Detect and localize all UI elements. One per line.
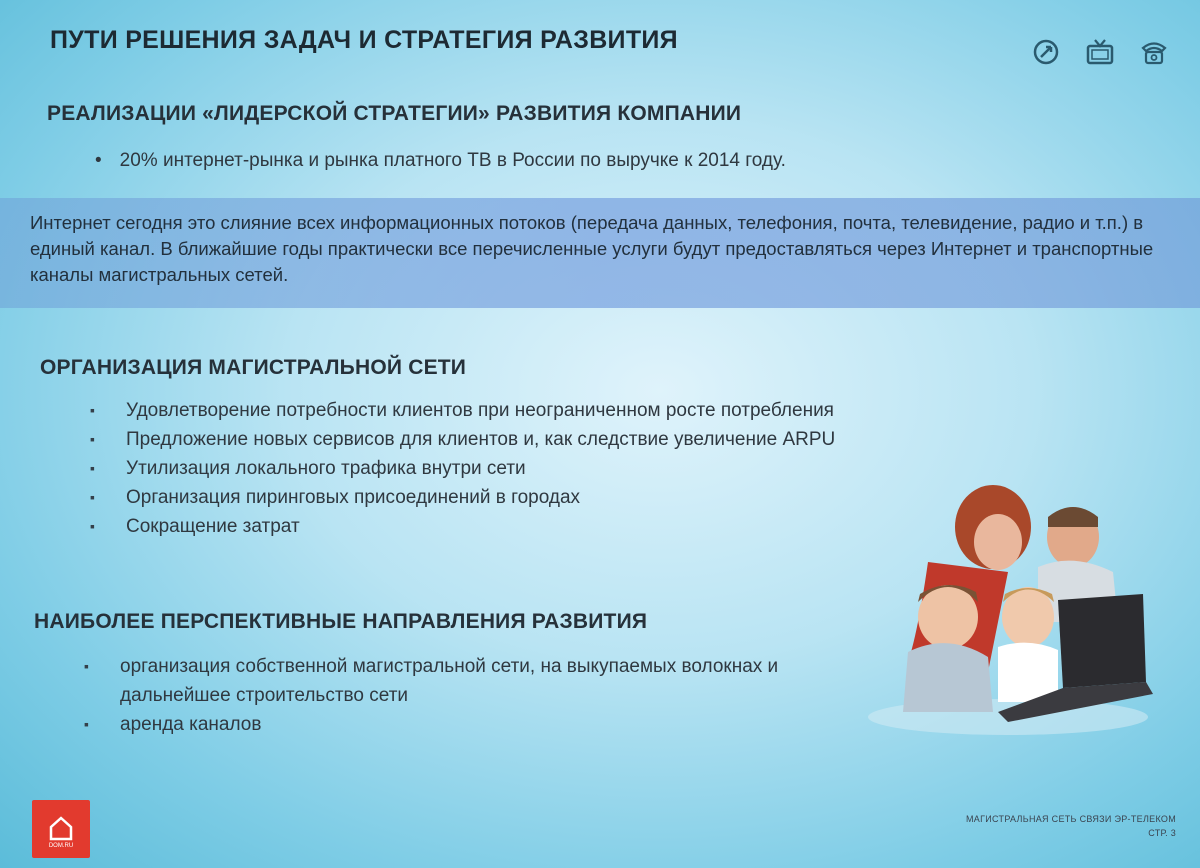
- refresh-icon: [1030, 36, 1062, 68]
- leadership-heading: РЕАЛИЗАЦИИ «ЛИДЕРСКОЙ СТРАТЕГИИ» РАЗВИТИЯ КОМПАНИИ: [47, 102, 742, 125]
- bullet-marker: •: [95, 150, 102, 171]
- header-icons: [1030, 36, 1170, 68]
- list-item: ▪ Сокращение затрат: [90, 512, 835, 541]
- directions-heading: НАИБОЛЕЕ ПЕРСПЕКТИВНЫЕ НАПРАВЛЕНИЯ РАЗВИТИЯ: [34, 610, 648, 633]
- footer-line1: МАГИСТРАЛЬНАЯ СЕТЬ СВЯЗИ ЭР-ТЕЛЕКОМ: [966, 814, 1176, 824]
- footer: [966, 812, 1176, 840]
- network-list: [90, 396, 835, 541]
- tv-icon: [1084, 36, 1116, 68]
- phone-icon: [1138, 36, 1170, 68]
- leadership-bullet-text: 20% интернет-рынка и рынка платного ТВ в России по выручке к 2014 году.: [119, 150, 786, 171]
- list-item: ▪ Удовлетворение потребности клиентов при неограниченном росте потребления: [90, 396, 835, 425]
- page-title: ПУТИ РЕШЕНИЯ ЗАДАЧ И СТРАТЕГИЯ РАЗВИТИЯ: [50, 26, 678, 54]
- list-item: ▪ Предложение новых сервисов для клиентов и, как следствие увеличение ARPU: [90, 425, 835, 454]
- company-logo: [32, 800, 90, 858]
- leadership-bullet: [95, 150, 786, 172]
- list-item: ▪ организация собственной магистральной сети, на выкупаемых волокнах и дальнейшее строительство сети: [84, 652, 800, 710]
- family-photo: [858, 482, 1158, 747]
- list-item: ▪ Утилизация локального трафика внутри сети: [90, 454, 835, 483]
- footer-page: СТР. 3: [1148, 828, 1176, 838]
- network-heading: ОРГАНИЗАЦИЯ МАГИСТРАЛЬНОЙ СЕТИ: [40, 356, 467, 379]
- list-item: ▪ Организация пиринговых присоединений в городах: [90, 483, 835, 512]
- list-item: ▪ аренда каналов: [84, 710, 800, 739]
- directions-list: [84, 652, 800, 739]
- logo-text: DOM.RU: [48, 843, 74, 849]
- callout-text: Интернет сегодня это слияние всех информационных потоков (передача данных, телефония, почта, телевидение, радио и т.п.) в единый канал. В ближайшие годы практически все перечисленные услуги будут предоставляться через Интернет и транспортные каналы магистральных сетей.: [30, 212, 1154, 285]
